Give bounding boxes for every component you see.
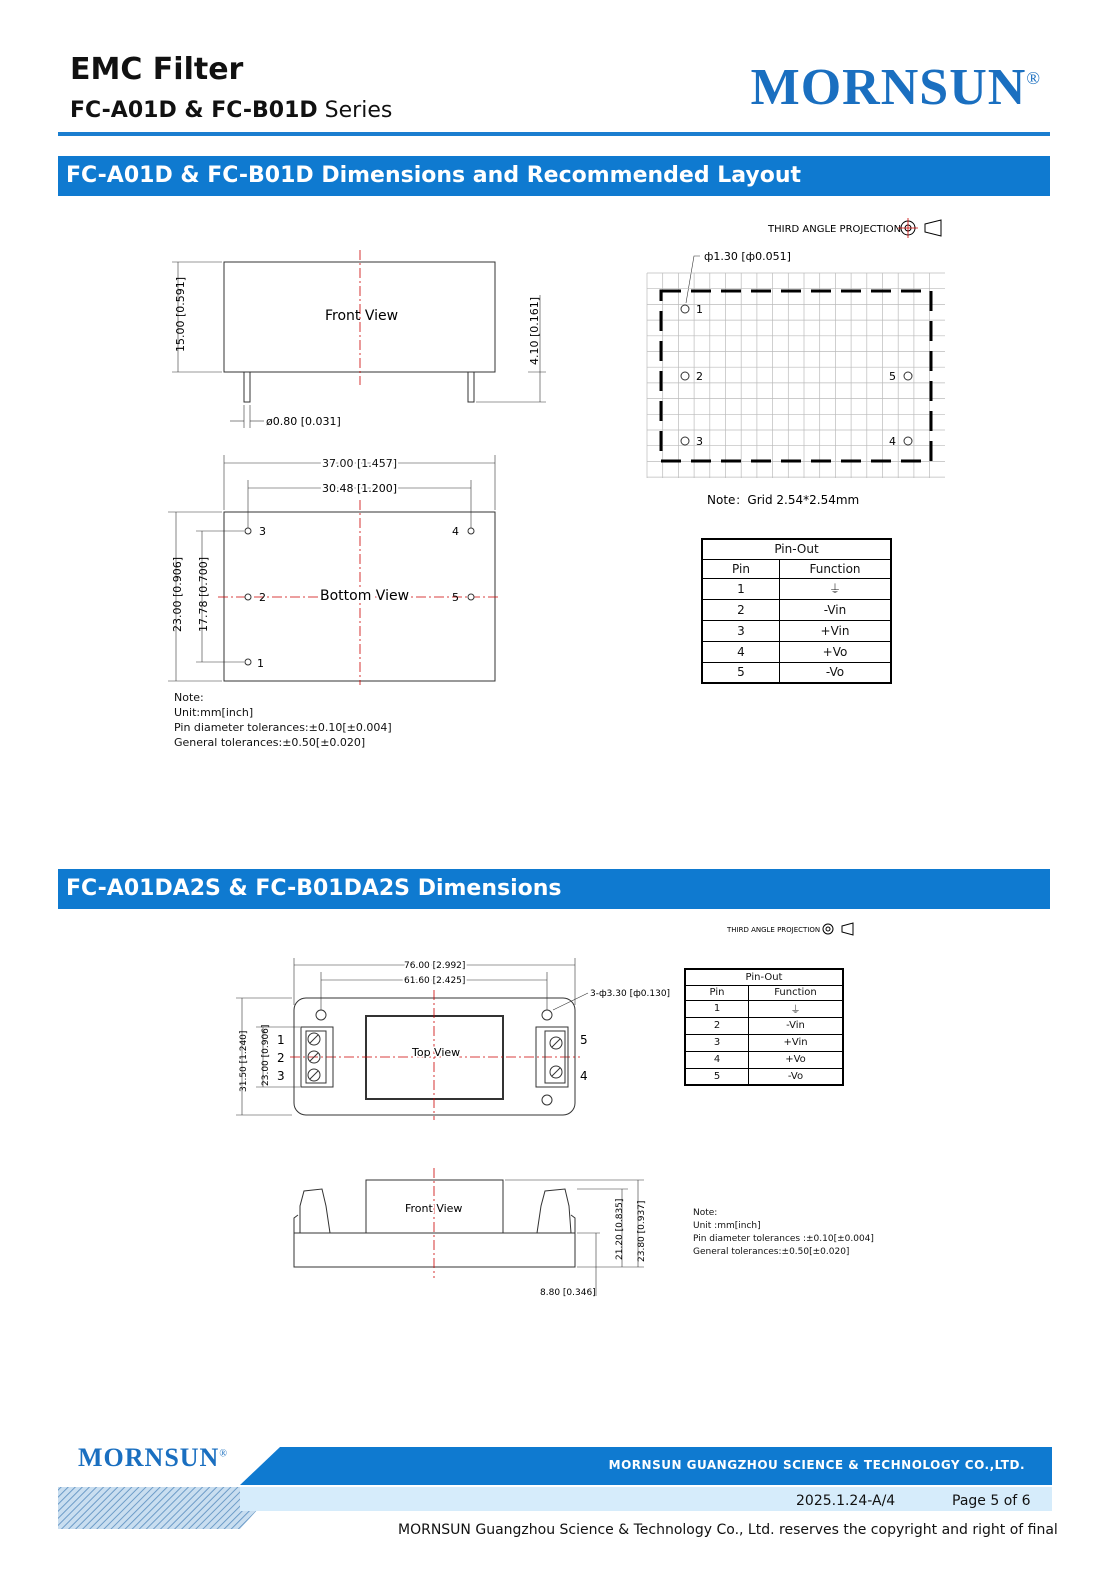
note-line: General tolerances:±0.50[±0.020] [693, 1247, 850, 1257]
layout-grid [647, 273, 945, 478]
terminal-label-4: 4 [580, 1069, 588, 1083]
projection-symbol-icon [823, 923, 853, 935]
front-terminal-right [537, 1189, 571, 1233]
hole-diameter: ф1.30 [ф0.051] [704, 250, 791, 263]
note-line: General tolerances:±0.50[±0.020] [174, 736, 366, 749]
pin-label-4: 4 [452, 525, 459, 538]
front-view-label: Front View [325, 308, 399, 324]
dim-height: 15.00 [0.591] [174, 276, 187, 352]
front-view-base [294, 1233, 575, 1267]
section-heading-a2s-dimensions: FC-A01DA2S & FC-B01DA2S Dimensions [58, 869, 1050, 909]
projection-symbol-icon [898, 218, 941, 238]
table-row: 4 +Vo [685, 1051, 843, 1068]
table-row: 5 -Vo [702, 662, 891, 683]
table-row: 5 -Vo [685, 1068, 843, 1085]
layout-pin-2: 2 [696, 370, 703, 383]
note-line: Unit:mm[inch] [174, 706, 254, 719]
section1-notes [174, 690, 392, 750]
table-row: 3 +Vin [685, 1034, 843, 1051]
dim-pin-diameter: ø0.80 [0.031] [266, 415, 341, 428]
pinout-header-pin: Pin [702, 559, 780, 578]
pinout-title: Pin-Out [685, 969, 843, 985]
section-heading-dimensions: FC-A01D & FC-B01D Dimensions and Recommended Layout [58, 156, 1050, 196]
terminal-label-1: 1 [277, 1033, 285, 1047]
front-pin-right [468, 372, 474, 402]
layout-pin-1: 1 [696, 303, 703, 316]
dim-hole-span: 61.60 [2.425] [404, 976, 466, 986]
section2-notes [693, 1207, 874, 1259]
dim-base: 8.80 [0.346] [540, 1288, 596, 1298]
dim-height-h2: 23.80 [0.937] [637, 1200, 647, 1262]
dim-width-2: 76.00 [2.992] [404, 961, 466, 971]
dim-holes: 3-ф3.30 [ф0.130] [590, 989, 671, 999]
footer-copyright: MORNSUN Guangzhou Science & Technology Co., Ltd. reserves the copyright and right of final [398, 1522, 1058, 1538]
series-name: FC-A01D & FC-B01D [70, 98, 318, 123]
front-terminal-left [300, 1189, 330, 1233]
note-line: Unit :mm[inch] [693, 1221, 761, 1231]
table-row: 1 ⏚ [702, 578, 891, 599]
top-view-label: Top View [412, 1046, 461, 1059]
pinout-table-1 [701, 538, 892, 684]
layout-pin-4: 4 [889, 435, 896, 448]
pin-label-5: 5 [452, 591, 459, 604]
dim-width: 37.00 [1.457] [322, 457, 398, 470]
pinout-header-pin: Pin [685, 985, 749, 1000]
table-row: 1 ⏚ [685, 1000, 843, 1017]
bottom-view-label: Bottom View [320, 588, 410, 604]
pinout-table-2 [684, 968, 844, 1086]
projection-label: THIRD ANGLE PROJECTION [768, 224, 902, 235]
terminal-label-5: 5 [580, 1033, 588, 1047]
pin-label-1: 1 [257, 657, 264, 670]
layout-pin-5: 5 [889, 370, 896, 383]
pinout-title: Pin-Out [702, 539, 891, 559]
dim-pin-span: 30.48 [1.200] [322, 482, 398, 495]
note-line: Pin diameter tolerances :±0.10[±0.004] [693, 1234, 874, 1244]
terminal-label-2: 2 [277, 1051, 285, 1065]
dim-depth-2: 31.50 [1.240] [239, 1030, 249, 1092]
table-row: 4 +Vo [702, 641, 891, 662]
front-pin-left [244, 372, 250, 402]
footer-version: 2025.1.24-A/4 [796, 1493, 896, 1509]
dim-inner: 23.00 [0.906] [261, 1024, 271, 1086]
note-line: Note: [693, 1208, 718, 1218]
front-view-label-2: Front View [405, 1202, 463, 1215]
pin-label-3: 3 [259, 525, 266, 538]
projection-label-2: THIRD ANGLE PROJECTION [727, 926, 821, 934]
mornsun-logo [751, 58, 1041, 117]
series-suffix: Series [317, 98, 393, 123]
registered-mark: ® [219, 1448, 228, 1460]
note-line: Pin diameter tolerances:±0.10[±0.004] [174, 721, 392, 734]
footer-page-number: Page 5 of 6 [952, 1493, 1031, 1509]
dim-depth: 23.00 [0.906] [171, 556, 184, 632]
logo-text: MORNSUN [750, 59, 1027, 116]
pin-label-2: 2 [259, 591, 266, 604]
drawing-fc-a01da2s [0, 910, 1113, 1310]
screw-icon [550, 1037, 562, 1078]
document-title: EMC Filter [70, 52, 244, 87]
table-row: 3 +Vin [702, 620, 891, 641]
registered-mark: ® [1026, 68, 1041, 88]
dim-pin-depth: 17.78 [0.700] [197, 556, 210, 632]
header-rule [58, 132, 1050, 136]
footer-company: MORNSUN GUANGZHOU SCIENCE & TECHNOLOGY CO.,LTD. [608, 1458, 1025, 1472]
ground-icon: ⏚ [780, 578, 892, 599]
layout-pin-3: 3 [696, 435, 703, 448]
table-row: 2 -Vin [685, 1017, 843, 1034]
note-line: Note: [174, 691, 204, 704]
footer-logo [78, 1443, 228, 1473]
pinout-header-function: Function [780, 559, 892, 578]
dim-pin-length: 4.10 [0.161] [528, 296, 541, 365]
ground-icon: ⏚ [749, 1000, 844, 1017]
terminal-label-3: 3 [277, 1069, 285, 1083]
drawing-fc-a01d [0, 200, 1113, 770]
table-row: 2 -Vin [702, 599, 891, 620]
grid-note: Note：Grid 2.54*2.54mm [707, 493, 860, 507]
footer-logo-text: MORNSUN [78, 1443, 220, 1472]
footer-info-bar [240, 1487, 1052, 1511]
pinout-header-function: Function [749, 985, 844, 1000]
dim-height-h1: 21.20 [0.835] [615, 1198, 625, 1260]
series-subtitle [70, 98, 392, 123]
